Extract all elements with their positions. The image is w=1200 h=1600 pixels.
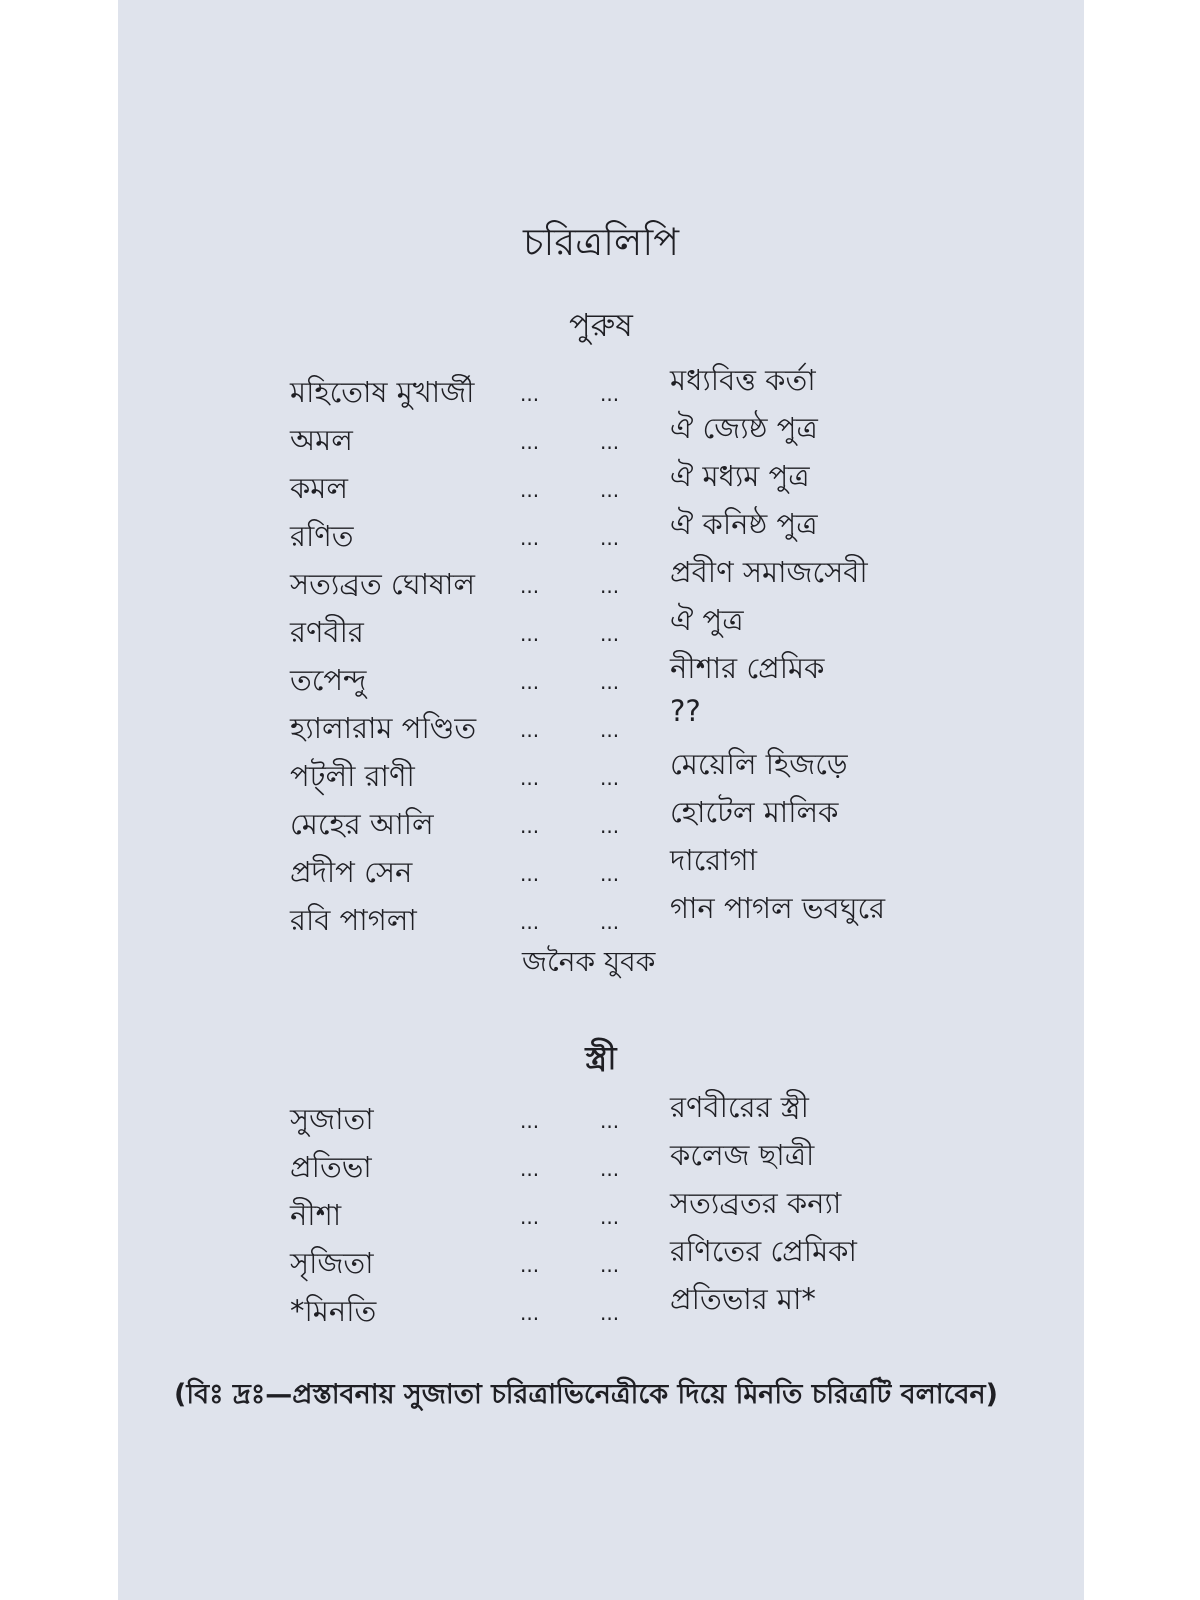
leader-dots: ... (520, 1205, 540, 1229)
leader-dots: ... (600, 622, 620, 646)
character-role: প্রতিভার মা* (670, 1282, 816, 1316)
character-name: রণবীর (290, 615, 364, 649)
character-name: *মিনতি (290, 1294, 377, 1328)
leader-dots: ... (600, 1301, 620, 1325)
cast-row (118, 1138, 1084, 1191)
character-role: ঐ পুত্র (670, 603, 744, 637)
cast-row (118, 694, 1084, 752)
leader-dots: ... (600, 814, 620, 838)
leader-dots: ... (520, 574, 540, 598)
leader-dots: ... (600, 574, 620, 598)
cast-row (118, 603, 1084, 656)
character-role: সত্যব্রতর কন্যা (670, 1186, 842, 1220)
character-name: মেহের আলি (290, 807, 434, 841)
leader-dots: ... (520, 1253, 540, 1277)
book-page (118, 0, 1084, 1600)
character-name: রণিত (290, 519, 354, 553)
leader-dots: ... (520, 670, 540, 694)
character-role: রণবীরের স্ত্রী (670, 1090, 809, 1124)
character-name: প্রতিভা (290, 1150, 372, 1184)
character-role: ঐ মধ্যম পুত্র (670, 459, 810, 493)
leader-dots: ... (520, 430, 540, 454)
cast-row (118, 747, 1084, 800)
leader-dots: ... (600, 1205, 620, 1229)
cast-row (118, 507, 1084, 560)
leader-dots: ... (520, 622, 540, 646)
character-name: সত্যব্রত ঘোষাল (290, 567, 476, 601)
cast-row (118, 411, 1084, 464)
character-name: প্রদীপ সেন (290, 855, 413, 889)
character-role: মেয়েলি হিজড়ে (670, 747, 848, 781)
page-title: চরিত্রলিপি (522, 220, 680, 264)
character-name: পট্লী রাণী (290, 759, 415, 793)
extra-character: জনৈক যুবক (522, 945, 656, 978)
character-name: তপেন্দু (290, 663, 367, 697)
leader-dots: ... (600, 1253, 620, 1277)
character-name: সুজাতা (290, 1102, 374, 1136)
character-role: ঐ কনিষ্ঠ পুত্র (670, 507, 818, 541)
character-role: কলেজ ছাত্রী (670, 1138, 815, 1172)
leader-dots: ... (520, 862, 540, 886)
cast-row (118, 1090, 1084, 1143)
character-name: অমল (290, 423, 353, 457)
character-role: রণিতের প্রেমিকা (670, 1234, 857, 1268)
character-role: প্রবীণ সমাজসেবী (670, 555, 868, 589)
leader-dots: ... (600, 1109, 620, 1133)
leader-dots: ... (600, 430, 620, 454)
leader-dots: ... (520, 526, 540, 550)
leader-dots: ... (520, 718, 540, 742)
footnote: (বিঃ দ্রঃ—প্রস্তাবনায় সুজাতা চরিত্রাভিনেত্রীকে দিয়ে মিনতি চরিত্রটি বলাবেন) (174, 1379, 998, 1410)
leader-dots: ... (600, 526, 620, 550)
character-name: নীশা (290, 1198, 342, 1232)
leader-dots: ... (520, 382, 540, 406)
cast-row (118, 1234, 1084, 1287)
cast-row (118, 1282, 1084, 1335)
leader-dots: ... (520, 1157, 540, 1181)
leader-dots: ... (520, 814, 540, 838)
cast-row (118, 1186, 1084, 1239)
leader-dots: ... (600, 670, 620, 694)
leader-dots: ... (600, 766, 620, 790)
character-role: দারোগা (670, 843, 758, 877)
leader-dots: ... (520, 1301, 540, 1325)
character-role: ঐ জ্যেষ্ঠ পুত্র (670, 411, 818, 445)
leader-dots: ... (520, 766, 540, 790)
character-name: মহিতোষ মুখার্জী (290, 375, 475, 409)
leader-dots: ... (600, 478, 620, 502)
cast-row (118, 651, 1084, 704)
leader-dots: ... (520, 910, 540, 934)
leader-dots: ... (600, 382, 620, 406)
character-role: নীশার প্রেমিক (670, 651, 825, 685)
female-section-heading: স্ত্রী (585, 1039, 617, 1077)
cast-row (118, 795, 1084, 848)
cast-row (118, 843, 1084, 896)
character-name: রবি পাগলা (290, 903, 417, 937)
leader-dots: ... (600, 862, 620, 886)
leader-dots: ... (600, 910, 620, 934)
character-role: গান পাগল ভবঘুরে (670, 891, 886, 925)
character-role: ?? (670, 694, 701, 728)
leader-dots: ... (520, 1109, 540, 1133)
leader-dots: ... (520, 478, 540, 502)
character-name: হ্যালারাম পণ্ডিত (290, 711, 477, 745)
cast-row (118, 459, 1084, 512)
character-role: মধ্যবিত্ত কর্তা (670, 363, 816, 397)
cast-row (118, 555, 1084, 608)
character-role: হোটেল মালিক (670, 795, 839, 829)
leader-dots: ... (600, 1157, 620, 1181)
character-name: সৃজিতা (290, 1246, 374, 1280)
character-name: কমল (290, 471, 349, 505)
leader-dots: ... (600, 718, 620, 742)
cast-row (118, 363, 1084, 416)
male-section-heading: পুরুষ (569, 306, 633, 344)
cast-row (118, 891, 1084, 944)
